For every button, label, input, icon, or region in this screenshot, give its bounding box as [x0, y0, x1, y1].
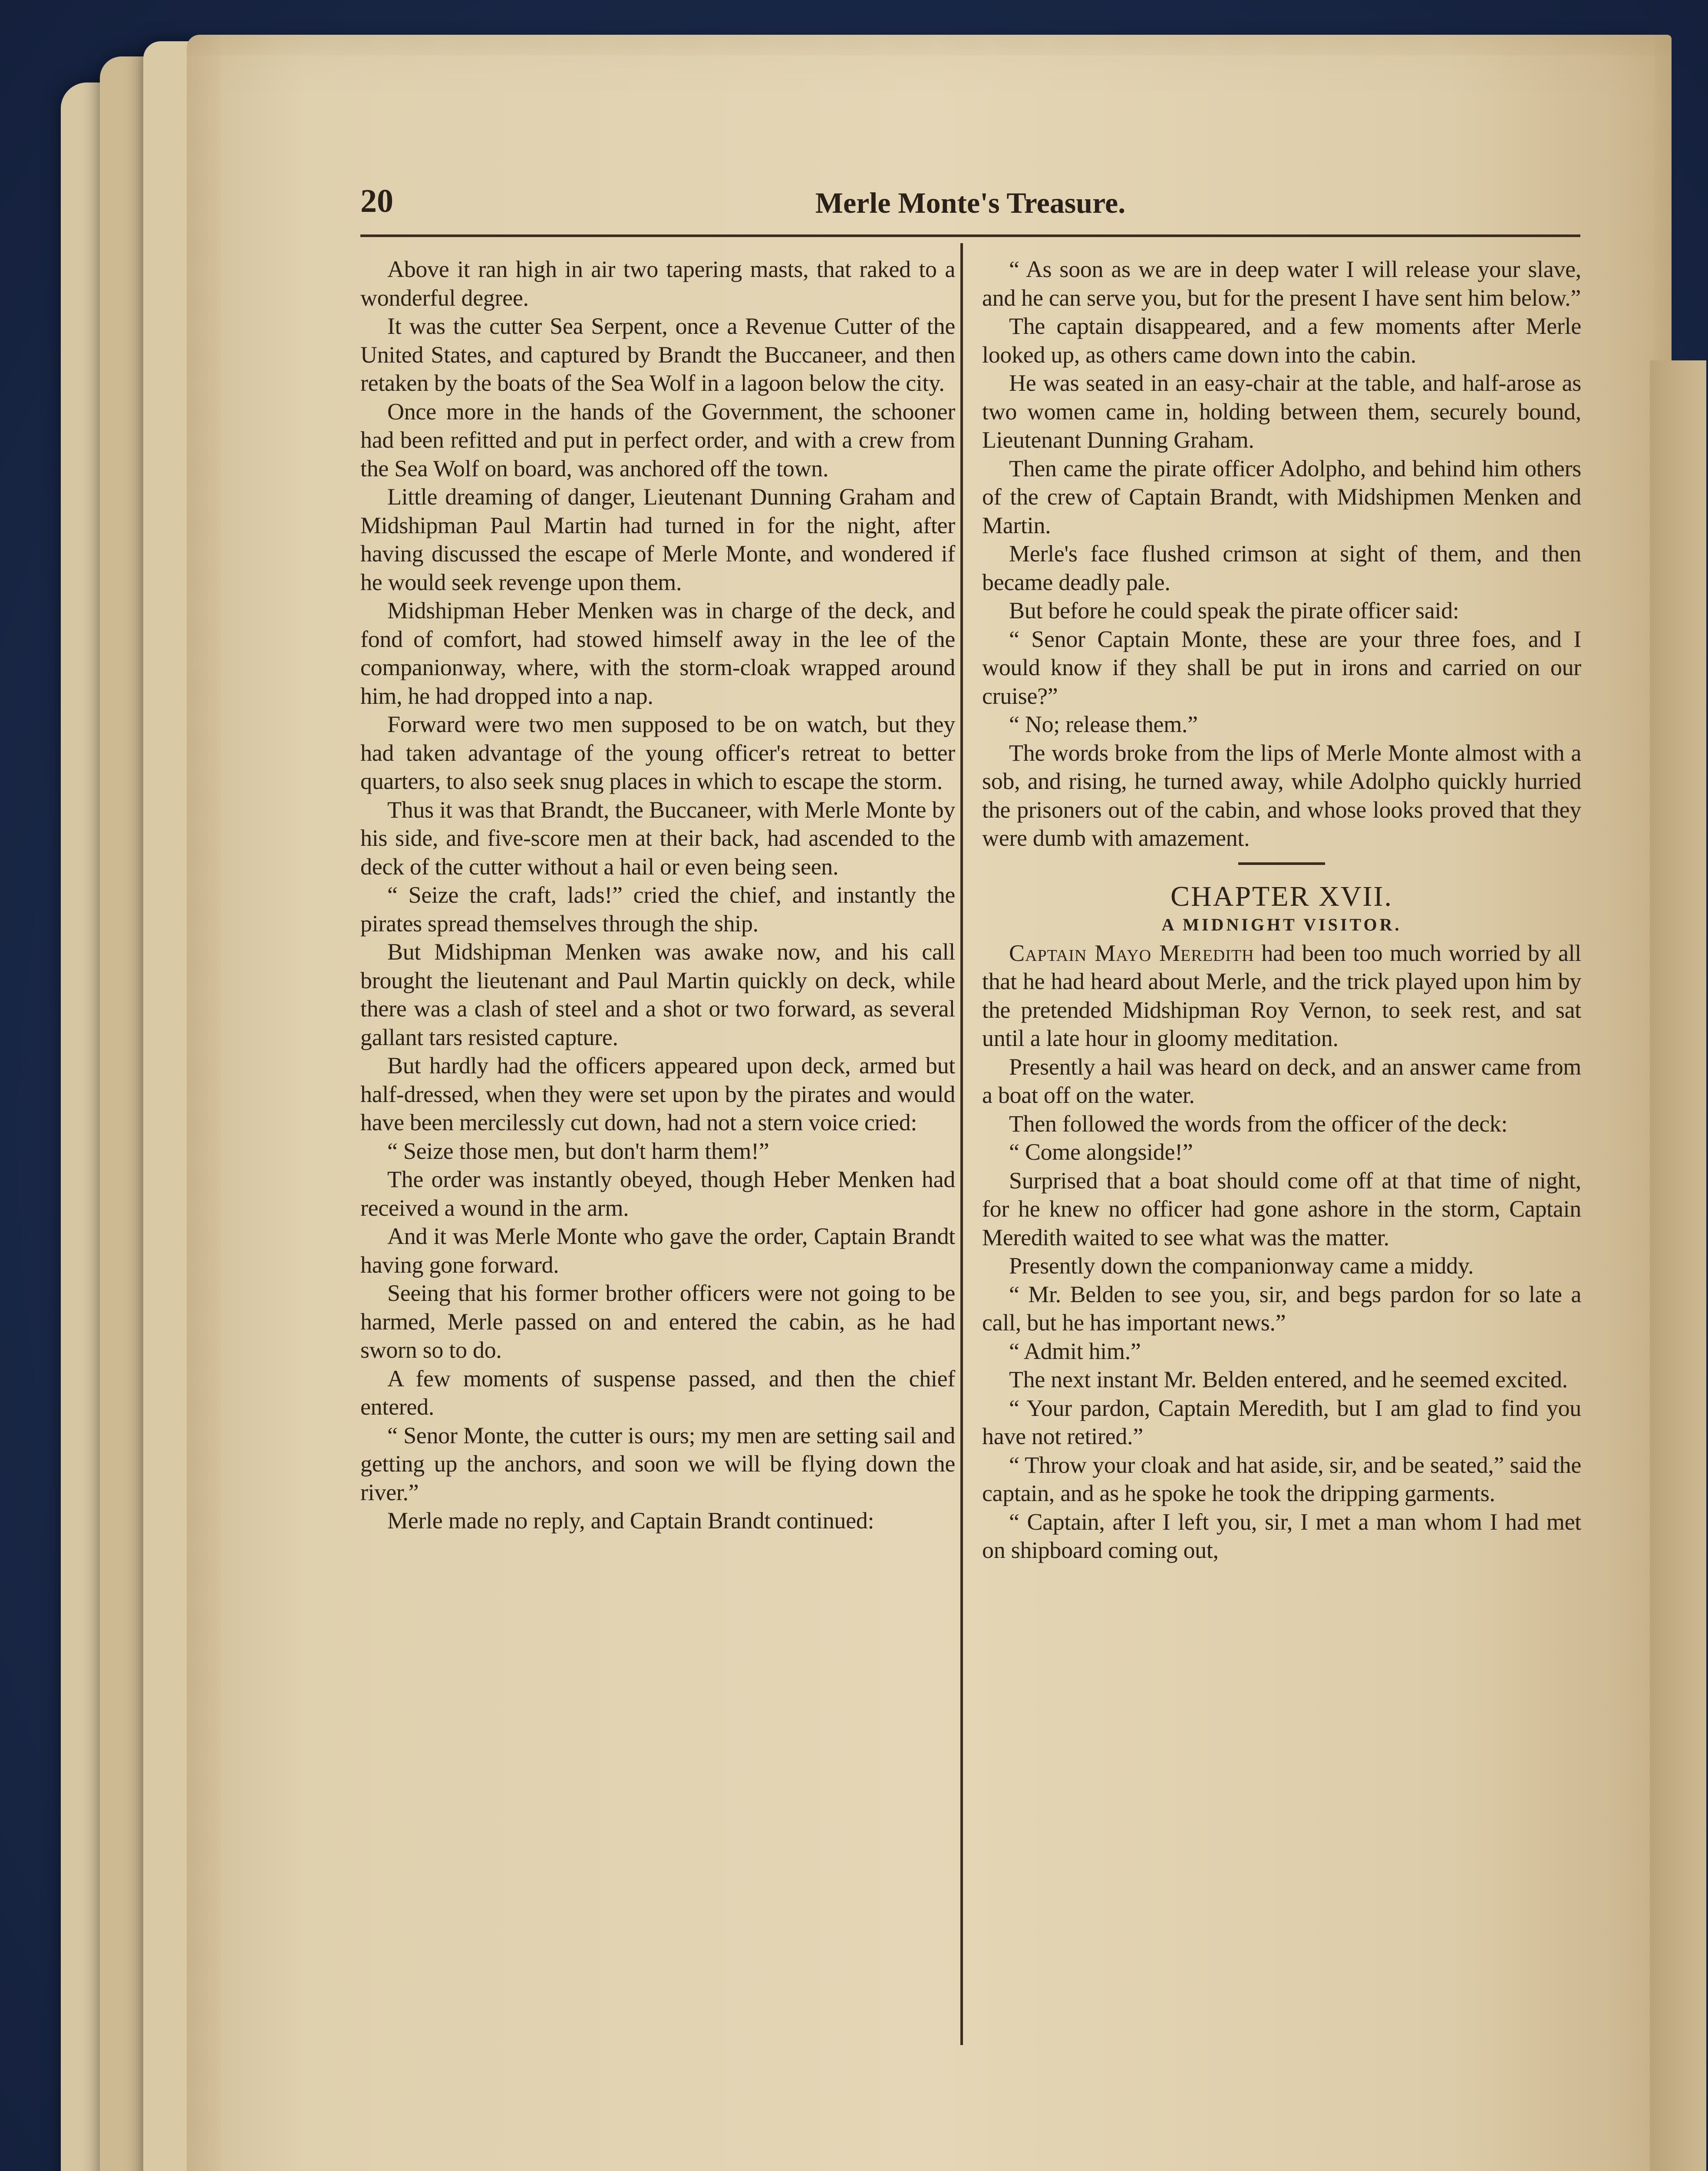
paragraph: Presently a hail was heard on deck, and an answer came from a boat off on the water. — [982, 1053, 1581, 1108]
paragraph: “ Senor Monte, the cutter is ours; my men are setting sail and getting up the anchors, and soon we will be flying down the river.” — [360, 1422, 955, 1505]
right-column-before-chapter — [982, 255, 1581, 853]
paragraph: But Midshipman Menken was awake now, and his call brought the lieutenant and Paul Martin quickly on deck, while there was a clash of steel and a shot or two forward, as several gallant tars resisted capture. — [360, 939, 955, 1050]
right-column-after-chapter — [982, 1053, 1581, 1565]
paragraph: It was the cutter Sea Serpent, once a Revenue Cutter of the United States, and captured by Brandt the Buccaneer, and then retaken by the boats of the Sea Wolf in a lagoon below the city. — [360, 313, 955, 396]
paragraph: He was seated in an easy-chair at the table, and half-arose as two women came in, holding between them, securely bound, Lieutenant Dunning Graham. — [982, 370, 1581, 453]
paragraph: “ Seize those men, but don't harm them!” — [387, 1138, 769, 1164]
paragraph: “ Come alongside!” — [1009, 1139, 1193, 1165]
paragraph: “ No; release them.” — [1009, 711, 1198, 737]
paragraph: The words broke from the lips of Merle Monte almost with a sob, and rising, he turned away, while Adolpho quickly hurried the prisoners out of the cabin, and whose looks proved that they were dumb with amazement. — [982, 739, 1581, 851]
paragraph: The order was instantly obeyed, though Heber Menken had received a wound in the arm. — [360, 1166, 955, 1221]
paragraph: The next instant Mr. Belden entered, and he seemed excited. — [1009, 1366, 1568, 1392]
paragraph: “ Senor Captain Monte, these are your three foes, and I would know if they shall be put in irons and carried on our cruise?” — [982, 626, 1581, 709]
paragraph: Thus it was that Brandt, the Buccaneer, with Merle Monte by his side, and five-score men at their back, had ascended to the deck of the cutter without a hail or even being seen. — [360, 796, 955, 880]
chapter-subtitle: A MIDNIGHT VISITOR. — [1161, 915, 1402, 934]
paragraph: “ Mr. Belden to see you, sir, and begs pardon for so late a call, but he has important news.” — [982, 1281, 1581, 1336]
paragraph: Little dreaming of danger, Lieutenant Dunning Graham and Midshipman Paul Martin had turned in for the night, after having discussed the escape of Merle Monte, and wondered if he would seek revenge upon them. — [360, 484, 955, 595]
right-column — [982, 255, 1581, 1565]
header-rule — [360, 234, 1580, 237]
paragraph: Merle's face flushed crimson at sight of them, and then became deadly pale. — [982, 541, 1581, 595]
running-title: Merle Monte's Treasure. — [815, 186, 1126, 219]
paragraph: The captain disappeared, and a few moments after Merle looked up, as others came down into the cabin. — [982, 313, 1581, 368]
paragraph: Forward were two men supposed to be on watch, but they had taken advantage of the young officer's retreat to better quarters, to also seek snug places in which to escape the storm. — [360, 711, 955, 794]
paragraph: Presently down the companionway came a middy. — [1009, 1253, 1474, 1279]
chapter-title: CHAPTER XVII. — [1171, 880, 1393, 912]
paragraph: A few moments of suspense passed, and then the chief entered. — [360, 1365, 955, 1420]
paragraph: Midshipman Heber Menken was in charge of the deck, and fond of comfort, had stowed himself away in the lee of the companionway, where, with the storm-cloak wrapped around him, he had dropped into a nap. — [360, 597, 955, 709]
chapter-lead-text: had been too much worried by all that he had heard about Merle, and the trick played upon him by the pretended Midshipman Roy Vernon, to seek rest, and sat until a late hour in gloomy meditation. — [982, 940, 1581, 1051]
paragraph: Then came the pirate officer Adolpho, and behind him others of the crew of Captain Brandt, with Midshipmen Menken and Martin. — [982, 455, 1581, 538]
paragraph: Then followed the words from the officer of the deck: — [1009, 1110, 1508, 1137]
paragraph: And it was Merle Monte who gave the order, Captain Brandt having gone forward. — [360, 1223, 955, 1278]
left-column — [360, 255, 955, 1535]
paragraph: But hardly had the officers appeared upon deck, armed but half-dressed, when they were set upon by the pirates and would have been mercilessly cut down, had not a stern voice cried: — [360, 1053, 955, 1135]
paragraph: “ Captain, after I left you, sir, I met a man whom I had met on shipboard coming out, — [982, 1508, 1581, 1563]
chapter-lead-smallcaps: Captain Mayo Meredith — [1009, 940, 1254, 966]
paragraph: “ Admit him.” — [1009, 1338, 1141, 1364]
paragraph: “ Your pardon, Captain Meredith, but I am glad to find you have not retired.” — [982, 1395, 1581, 1449]
facing-page-edge — [1650, 360, 1706, 2171]
paragraph: Above it ran high in air two tapering masts, that raked to a wonderful degree. — [360, 256, 955, 311]
paragraph: “ Throw your cloak and hat aside, sir, and be seated,” said the captain, and as he spoke he took the dripping garments. — [982, 1452, 1581, 1506]
column-divider — [960, 243, 963, 2045]
paragraph: Surprised that a boat should come off at that time of night, for he knew no officer had gone ashore in the storm, Captain Meredith waited to see what was the matter. — [982, 1167, 1581, 1250]
page-header — [360, 182, 1580, 234]
section-rule — [1238, 862, 1325, 865]
chapter-opening-paragraph — [982, 939, 1581, 1053]
paragraph: Once more in the hands of the Government, the schooner had been refitted and put in perfect order, and with a crew from the Sea Wolf on board, was anchored off the town. — [360, 398, 955, 482]
paragraph: Seeing that his former brother officers were not going to be harmed, Merle passed on and entered the cabin, as he had sworn so to do. — [360, 1280, 955, 1363]
paragraph: “ Seize the craft, lads!” cried the chief, and instantly the pirates spread themselves through the ship. — [360, 882, 955, 937]
paragraph: But before he could speak the pirate officer said: — [1009, 597, 1459, 624]
paragraph: “ As soon as we are in deep water I will release your slave, and he can serve you, but for the present I have sent him below.” — [982, 256, 1581, 311]
paragraph: Merle made no reply, and Captain Brandt continued: — [387, 1508, 874, 1534]
page-number: 20 — [360, 183, 393, 219]
